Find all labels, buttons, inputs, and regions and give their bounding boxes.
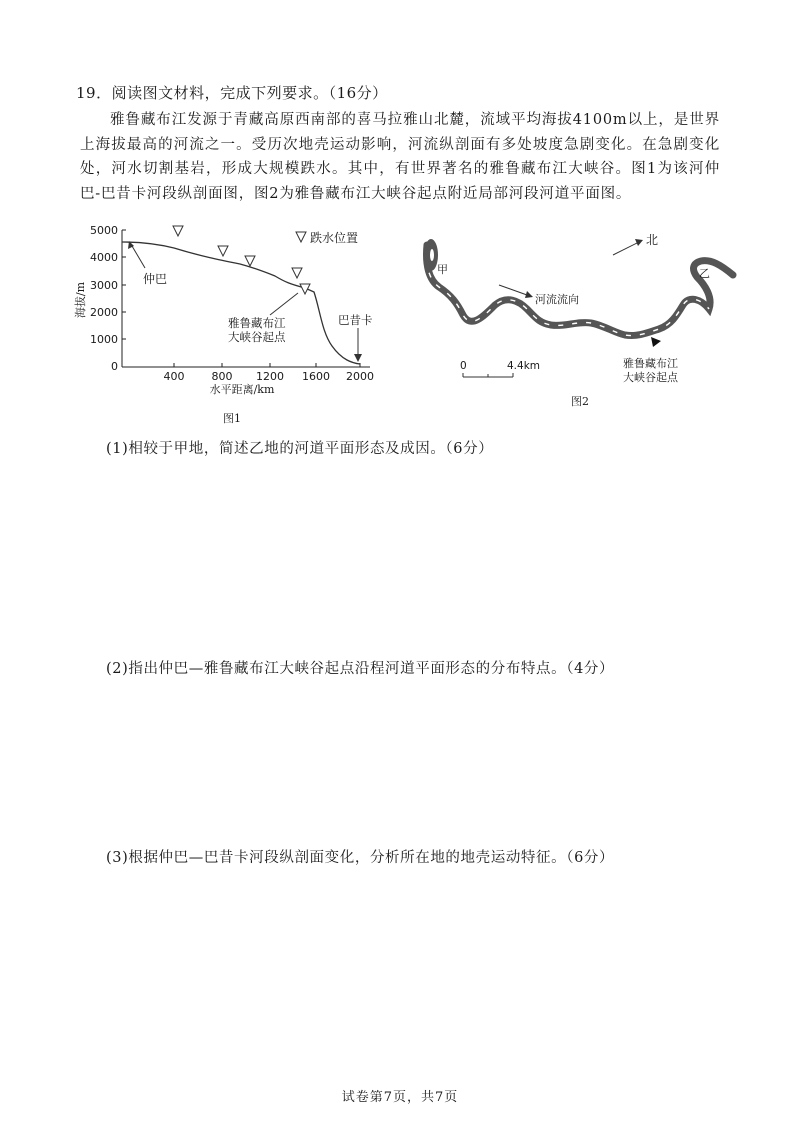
legend-waterfall-icon xyxy=(296,232,306,242)
x-axis-label: 水平距离/km xyxy=(209,383,275,396)
profile-curve xyxy=(122,242,360,364)
label-north: 北 xyxy=(646,233,659,247)
canyon-leader-line xyxy=(270,293,298,315)
north-arrow xyxy=(613,243,637,255)
figure1-caption: 图1 xyxy=(223,412,241,425)
label-flow-direction: 河流流向 xyxy=(535,293,579,306)
subquestion-3: (3)根据仲巴—巴昔卡河段纵剖面变化，分析所在地的地壳运动特征。（6分） xyxy=(106,850,615,866)
y-tick-label: 3000 xyxy=(90,279,118,292)
subquestion-1: (1)相较于甲地，简述乙地的河道平面形态及成因。（6分） xyxy=(106,441,494,457)
x-tick-label: 1200 xyxy=(256,370,284,383)
x-tick-label: 400 xyxy=(163,370,185,383)
baxika-arrowhead xyxy=(354,354,362,362)
x-tick-label: 2000 xyxy=(346,370,374,383)
river-island xyxy=(430,249,434,261)
label-canyon-line2: 大峡谷起点 xyxy=(228,330,286,344)
x-tick-label: 800 xyxy=(211,370,233,383)
page-footer: 试卷第7页，共7页 xyxy=(341,1090,459,1105)
label-baxika: 巴昔卡 xyxy=(338,313,373,327)
waterfall-marker xyxy=(245,256,255,266)
y-tick-label: 4000 xyxy=(90,251,118,264)
scale-start: 0 xyxy=(460,360,467,372)
y-axis-label: 海拔/m xyxy=(74,281,87,319)
waterfall-marker xyxy=(218,246,228,256)
y-tick-label: 5000 xyxy=(90,224,118,237)
y-tick-label: 2000 xyxy=(90,306,118,319)
label-canyon-line1: 雅鲁藏布江 xyxy=(623,357,678,370)
figure2-caption: 图2 xyxy=(571,395,589,408)
waterfall-marker xyxy=(292,268,302,278)
question-title: 19．阅读图文材料，完成下列要求。（16分） xyxy=(76,84,388,102)
label-canyon-line1: 雅鲁藏布江 xyxy=(228,316,286,330)
y-tick-label: 0 xyxy=(111,360,118,373)
canyon-start-marker xyxy=(651,337,661,347)
figure2-river-map xyxy=(415,225,755,420)
label-zhongba: 仲巴 xyxy=(143,272,168,286)
x-ticks xyxy=(174,363,360,367)
label-yi: 乙 xyxy=(699,267,710,280)
material-paragraph: 雅鲁藏布江发源于青藏高原西南部的喜马拉雅山北麓，流域平均海拔4100m以上，是世界上海拔最高的河流之一。受历次地壳运动影响，河流纵剖面有多处坡度急剧变化。在急剧变化处，河水切割基岩，形成大规模跌水。其中，有世界著名的雅鲁藏布江大峡谷。图1为该河仲巴-巴昔卡河段纵剖面图，图2为雅鲁藏布江大峡谷起点附近局部河段河道平面图。 xyxy=(80,112,720,202)
x-tick-label: 1600 xyxy=(302,370,330,383)
waterfall-marker xyxy=(173,226,183,236)
north-arrowhead xyxy=(635,239,643,246)
label-jia: 甲 xyxy=(437,263,448,276)
legend-label: 跌水位置 xyxy=(310,231,359,245)
flow-arrowhead xyxy=(525,291,533,298)
figure1-profile-chart xyxy=(70,220,410,435)
subquestion-2: (2)指出仲巴—雅鲁藏布江大峡谷起点沿程河道平面形态的分布特点。（4分） xyxy=(106,661,615,677)
flow-arrow xyxy=(499,285,527,295)
y-ticks xyxy=(122,230,126,339)
zhongba-arrow xyxy=(132,246,145,268)
scale-end: 4.4km xyxy=(507,360,541,372)
river-channel xyxy=(427,245,734,336)
label-canyon-line2: 大峡谷起点 xyxy=(623,371,678,384)
y-tick-label: 1000 xyxy=(90,333,118,346)
